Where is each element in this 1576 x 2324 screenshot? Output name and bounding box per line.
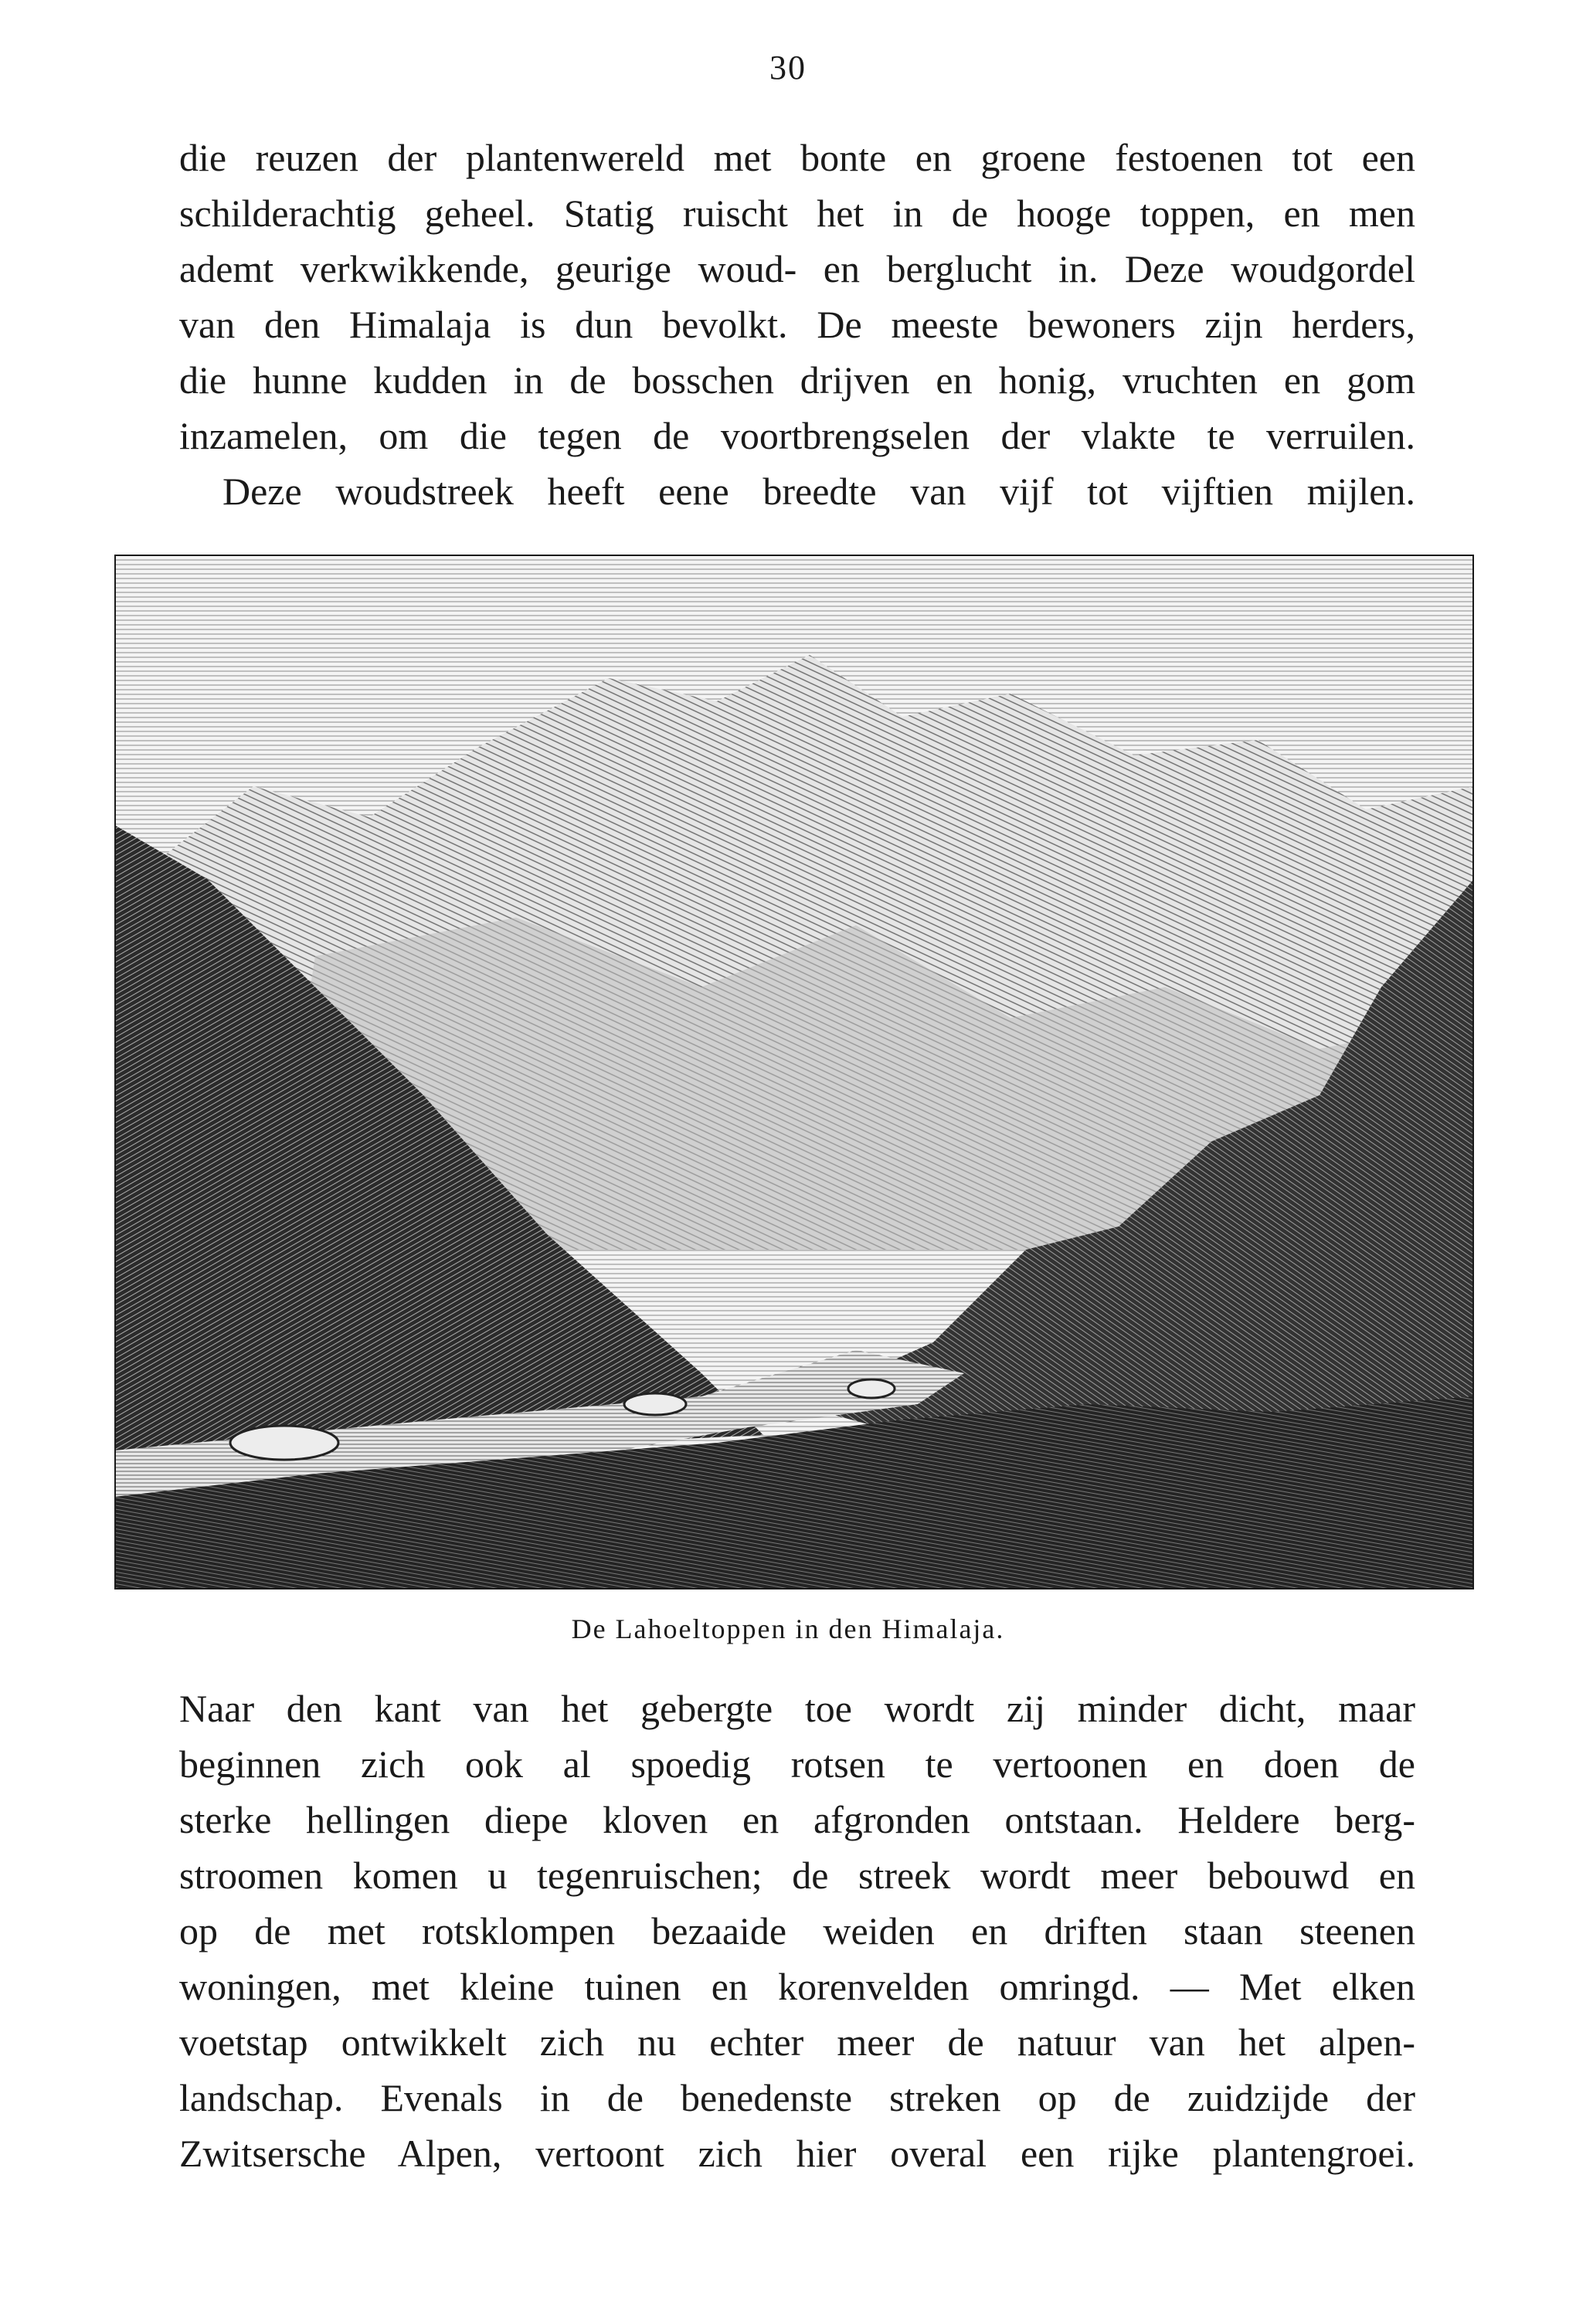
figure-caption: De Lahoeltoppen in den Himalaja. — [571, 1613, 1005, 1644]
paragraph-bottom — [179, 1681, 1415, 2181]
boulder — [624, 1393, 686, 1415]
text-line: Zwitsersche Alpen, vertoont zich hier overal een rijke plantengroei. — [179, 2132, 1415, 2175]
text-line: die reuzen der plantenwereld met bonte en groene festoenen tot een — [179, 136, 1415, 179]
paragraph-top — [179, 130, 1415, 519]
text-line: van den Himalaja is dun bevolkt. De meeste bewoners zijn herders, — [179, 303, 1415, 346]
text-line: woningen, met kleine tuinen en korenvelden omringd. — Met elken — [179, 1965, 1415, 2008]
text-line: Naar den kant van het gebergte toe wordt zij minder dicht, maar — [179, 1687, 1415, 1730]
page-number: 30 — [769, 49, 807, 87]
boulder — [230, 1426, 338, 1460]
text-line: ademt verkwikkende, geurige woud- en berglucht in. Deze woudgordel — [179, 247, 1415, 290]
text-line: stroomen komen u tegenruischen; de streek wordt meer bebouwd en — [179, 1854, 1415, 1897]
text-line: die hunne kudden in de bosschen drijven en honig, vruchten en gom — [179, 358, 1415, 402]
boulder — [848, 1379, 895, 1398]
text-line: Deze woudstreek heeft eene breedte van vijf tot vijftien mijlen. — [222, 470, 1415, 513]
text-line: schilderachtig geheel. Statig ruischt het in de hooge toppen, en men — [179, 192, 1415, 235]
engraving-himalaya-valley — [114, 555, 1474, 1589]
text-line: beginnen zich ook al spoedig rotsen te vertoonen en doen de — [179, 1742, 1415, 1786]
text-line: voetstap ontwikkelt zich nu echter meer de natuur van het alpen- — [179, 2020, 1415, 2064]
text-line: op de met rotsklompen bezaaide weiden en driften staan steenen — [179, 1909, 1415, 1952]
text-line: inzamelen, om die tegen de voortbrengselen der vlakte te verruilen. — [179, 414, 1415, 457]
text-line: sterke hellingen diepe kloven en afgronden ontstaan. Heldere berg- — [179, 1798, 1415, 1841]
text-line: landschap. Evenals in de benedenste streken op de zuidzijde der — [179, 2076, 1415, 2119]
